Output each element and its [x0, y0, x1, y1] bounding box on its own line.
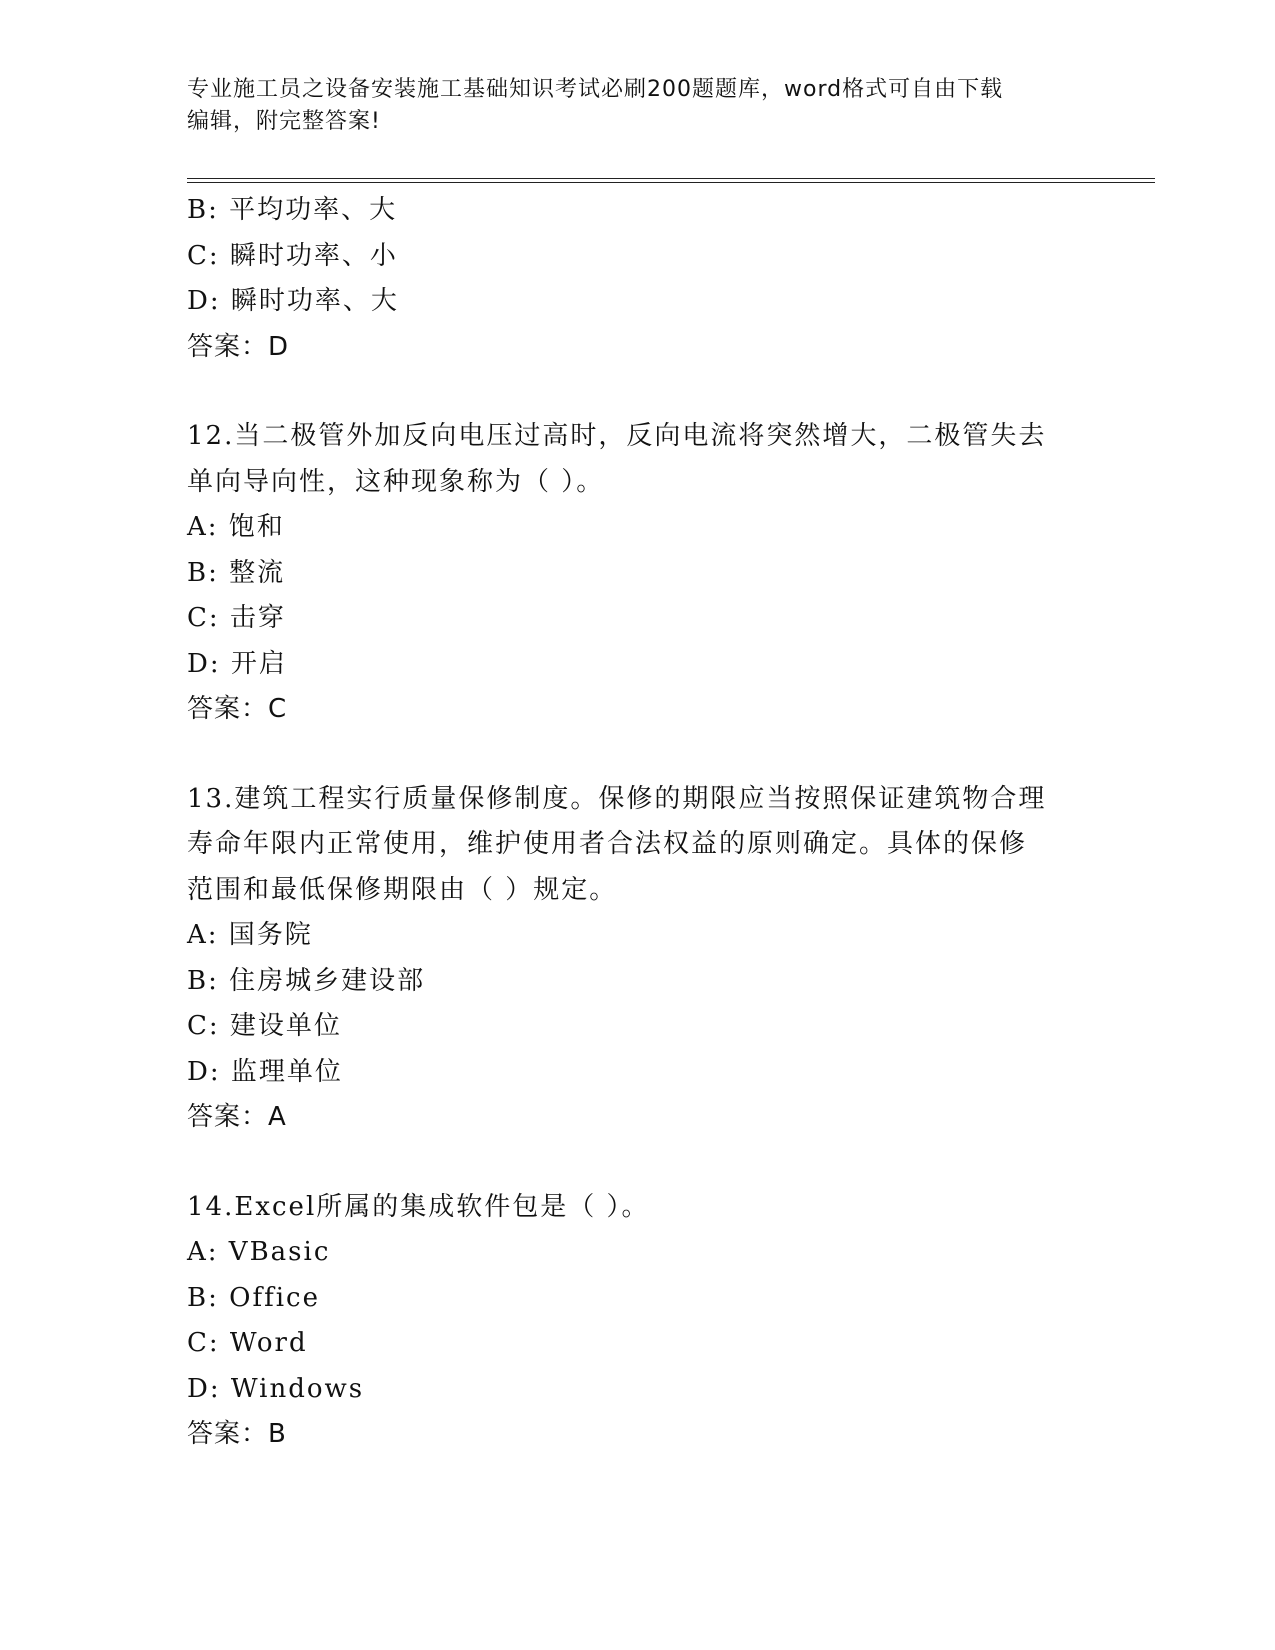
option-b: B: 住房城乡建设部 [187, 965, 426, 996]
option-d: D: Windows [187, 1373, 365, 1404]
question-gap [187, 370, 1087, 414]
question-block-11-partial [187, 188, 1087, 370]
question-stem-line: 范围和最低保修期限由（ ）规定。 [187, 874, 618, 905]
option-b: B: Office [187, 1282, 320, 1313]
question-gap [187, 1141, 1087, 1185]
question-stem-line: 寿命年限内正常使用，维护使用者合法权益的原则确定。具体的保修 [187, 829, 1028, 859]
option-d: D: 开启 [187, 648, 287, 679]
question-block-13 [187, 777, 1087, 1141]
question-list [187, 188, 1087, 1458]
header-title-line-1: 专业施工员之设备安装施工基础知识考试必刷200题题库，word格式可自由下载 [187, 77, 1004, 102]
option-b: B: 整流 [187, 557, 286, 588]
question-stem-line: 单向导向性，这种现象称为（ ）。 [187, 466, 605, 497]
option-c: C: Word [187, 1328, 308, 1358]
question-stem-line: 12.当二极管外加反向电压过高时，反向电流将突然增大，二极管失去 [187, 421, 1047, 451]
question-stem-line: 13.建筑工程实行质量保修制度。保修的期限应当按照保证建筑物合理 [187, 783, 1047, 814]
header-divider-top [187, 178, 1155, 179]
option-d: D: 瞬时功率、大 [187, 286, 399, 316]
document-header [187, 74, 1067, 138]
option-b: B: 平均功率、大 [187, 195, 398, 225]
option-a: A: 国务院 [187, 920, 313, 950]
option-c: C: 击穿 [187, 603, 286, 633]
header-divider-bottom [187, 182, 1155, 183]
option-a: A: 饱和 [187, 512, 285, 542]
answer-text: 答案：B [187, 1419, 287, 1449]
question-stem-line: 14.Excel所属的集成软件包是（ ）。 [187, 1191, 650, 1222]
option-a: A: VBasic [187, 1237, 331, 1267]
question-block-12 [187, 414, 1087, 733]
answer-text: 答案：C [187, 694, 288, 724]
header-title-line-2: 编辑，附完整答案! [187, 109, 381, 134]
answer-text: 答案：A [187, 1102, 287, 1132]
option-c: C: 建设单位 [187, 1011, 342, 1041]
option-c: C: 瞬时功率、小 [187, 240, 398, 271]
question-gap [187, 733, 1087, 777]
option-d: D: 监理单位 [187, 1056, 343, 1087]
question-block-14 [187, 1185, 1087, 1458]
answer-text: 答案：D [187, 331, 290, 362]
